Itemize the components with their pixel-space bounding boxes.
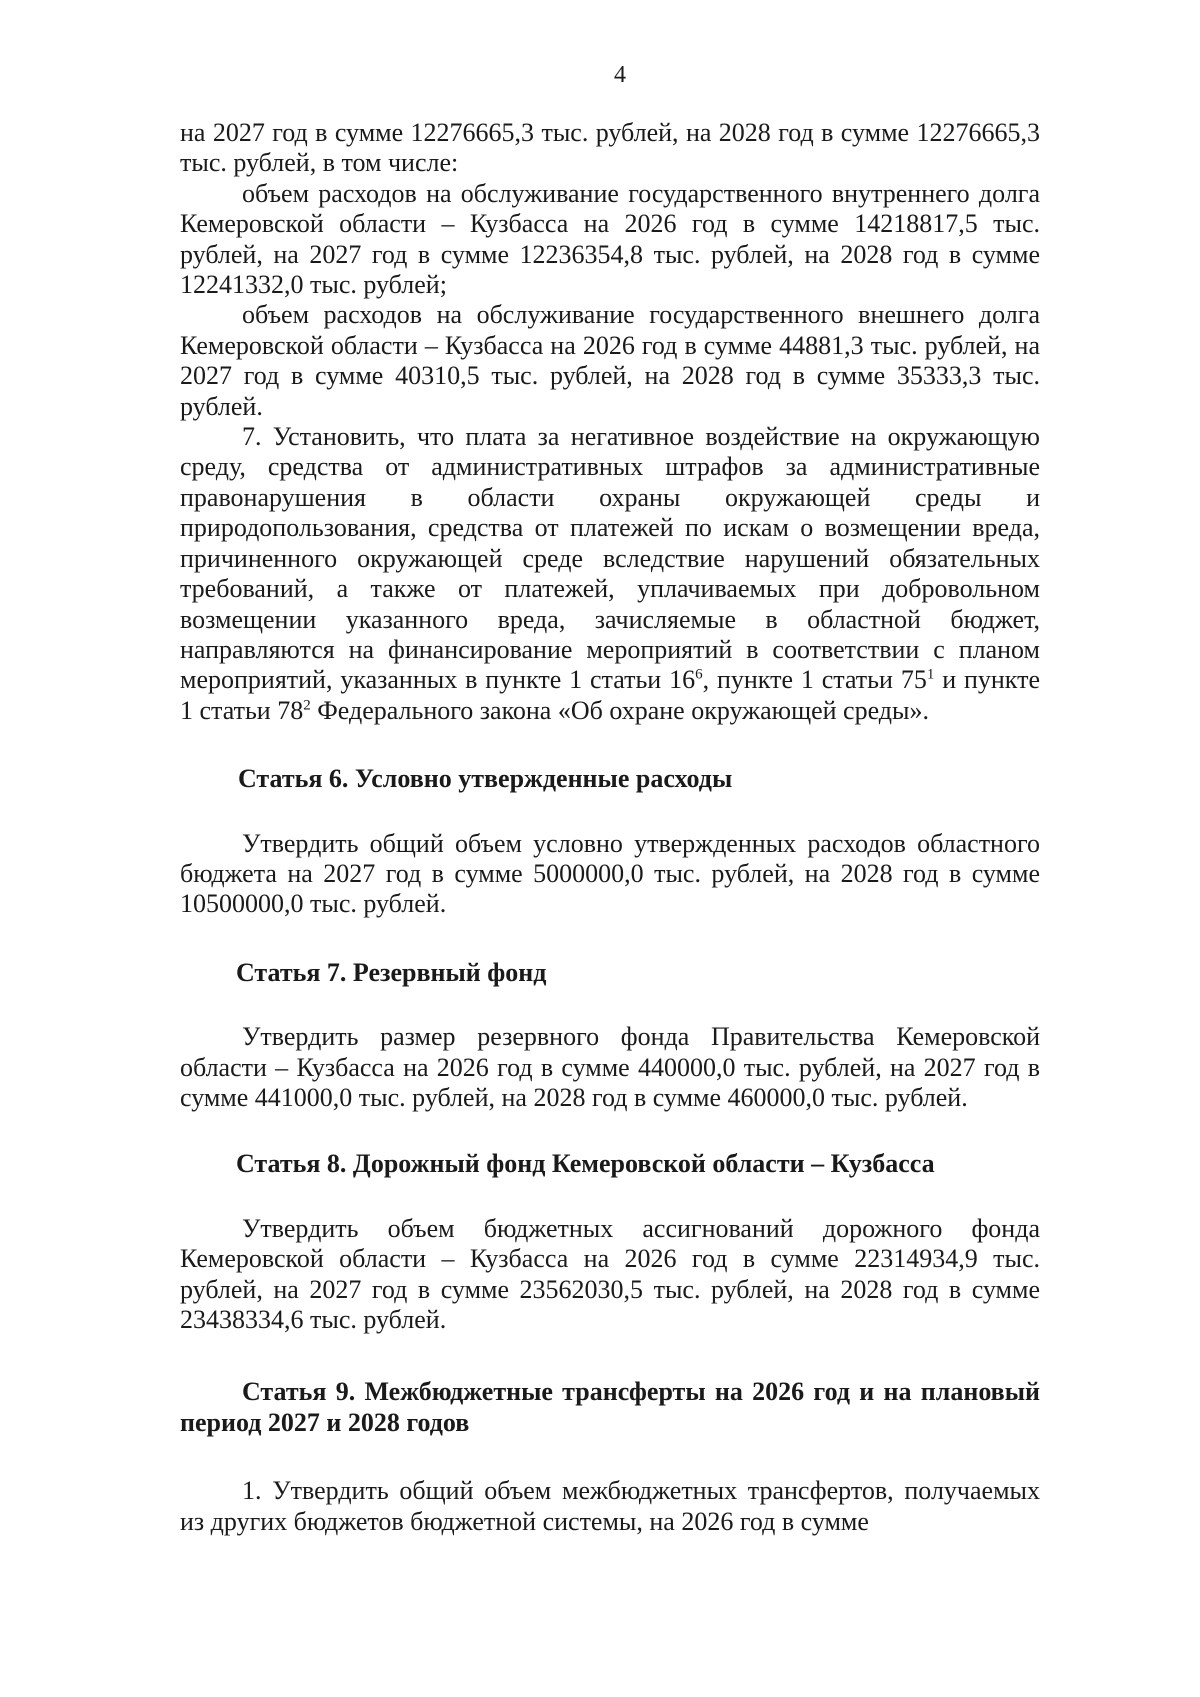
- footnote-sup-1: 1: [926, 666, 935, 683]
- page-number: 4: [614, 62, 626, 88]
- item-7-text-d: Федерального закона «Об охране окружающей среды».: [310, 695, 929, 725]
- article-8-heading: Статья 8. Дорожный фонд Кемеровской области – Кузбасса: [236, 1149, 935, 1179]
- footnote-sup-2: 2: [303, 697, 311, 714]
- article-7-text: Утвердить размер резервного фонда Правительства Кемеровской области – Кузбасса на 2026 год в сумме 440000,0 тыс. рублей, на 2027 год в сумме 441000,0 тыс. рублей, на 2028 год в сумме 460000,0 тыс. рублей.: [180, 1022, 1040, 1112]
- item-7-text-c: и пункте 1 статьи 78: [180, 665, 1041, 725]
- paragraph-item-7: [180, 422, 1040, 726]
- paragraph-internal-debt: объем расходов на обслуживание государственного внутреннего долга Кемеровской области – Кузбасса на 2026 год в сумме 14218817,5 тыс. рублей, на 2027 год в сумме 12236354,8 тыс. рублей, на 2028 год в сумме 12241332,0 тыс. рублей;: [180, 178, 1040, 300]
- paragraph-continuation: на 2027 год в сумме 12276665,3 тыс. рублей, на 2028 год в сумме 12276665,3 тыс. рублей, в том числе:: [180, 118, 1040, 178]
- paragraph-external-debt: объем расходов на обслуживание государственного внешнего долга Кемеровской области – Кузбасса на 2026 год в сумме 44881,3 тыс. рублей, на 2027 год в сумме 40310,5 тыс. рублей, на 2028 год в сумме 35333,3 тыс. рублей.: [180, 300, 1040, 421]
- document-body: [180, 118, 1040, 1537]
- item-7-text-b: , пункте 1 статьи 75: [702, 665, 927, 695]
- article-7-heading: Статья 7. Резервный фонд: [236, 957, 547, 987]
- article-9-heading: Статья 9. Межбюджетные трансферты на 2026 год и на плановый период 2027 и 2028 годов: [180, 1377, 1040, 1437]
- article-6-heading: Статья 6. Условно утвержденные расходы: [238, 764, 733, 794]
- article-6-text: Утвердить общий объем условно утвержденных расходов областного бюджета на 2027 год в сумме 5000000,0 тыс. рублей, на 2028 год в сумме 10500000,0 тыс. рублей.: [180, 828, 1040, 919]
- article-9-text: 1. Утвердить общий объем межбюджетных трансфертов, получаемых из других бюджетов бюджетной системы, на 2026 год в сумме: [180, 1476, 1040, 1536]
- item-7-text-a: 7. Установить, что плата за негативное воздействие на окружающую среду, средства от административных штрафов за административные правонарушения в области охраны окружающей среды и природопользования, средства от платежей по искам о возмещении вреда, причиненного окружающей среде вследствие нарушений обязательных требований, а также от платежей, уплачиваемых при добровольном возмещении указанного вреда, зачисляемые в областной бюджет, направляются на финансирование мероприятий в соответствии с планом мероприятий, указанных в пункте 1 статьи 16: [180, 422, 1040, 695]
- article-8-text: Утвердить объем бюджетных ассигнований дорожного фонда Кемеровской области – Кузбасса на 2026 год в сумме 22314934,9 тыс. рублей, на 2027 год в сумме 23562030,5 тыс. рублей, на 2028 год в сумме 23438334,6 тыс. рублей.: [180, 1213, 1040, 1334]
- footnote-sup-6: 6: [695, 666, 703, 683]
